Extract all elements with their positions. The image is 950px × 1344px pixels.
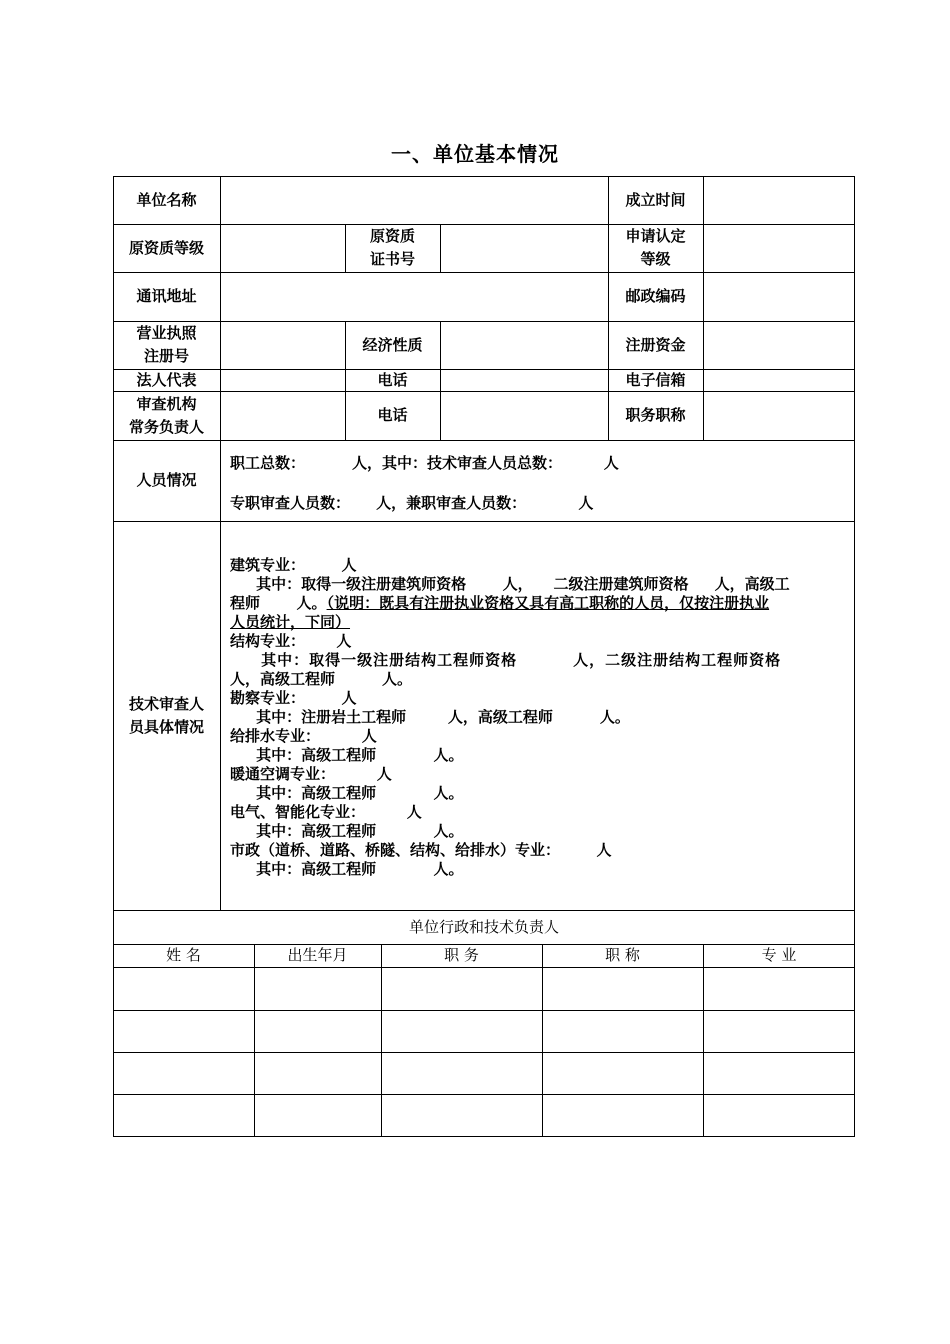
tech-line-municipal-detail: 其中：高级工程师 人。 bbox=[230, 860, 464, 878]
tech-label bbox=[113, 521, 220, 910]
orig-cert-label-line1: 原资质 bbox=[369, 227, 415, 245]
tech-line-structure: 结构专业： 人 bbox=[230, 632, 352, 650]
tech-note: （说明：既具有注册执业资格又具有高工职称的人员，仅按注册执业 bbox=[326, 594, 770, 612]
orig-cert-label bbox=[345, 224, 440, 272]
founded-label: 成立时间 bbox=[625, 190, 686, 209]
reviewer-label-line1: 审查机构 bbox=[136, 394, 197, 413]
license-label bbox=[113, 321, 220, 369]
legal-rep-label: 法人代表 bbox=[136, 370, 197, 389]
staff-label: 人员情况 bbox=[136, 471, 197, 489]
col-specialty: 专 业 bbox=[761, 946, 797, 964]
col-birth: 出生年月 bbox=[287, 946, 348, 964]
orig-cert-label-line2: 证书号 bbox=[369, 250, 415, 268]
tech-note-continued: 人员统计，下同） bbox=[230, 613, 351, 631]
apply-level-label bbox=[608, 224, 703, 272]
basic-info-form bbox=[113, 176, 855, 1137]
phone-label: 电话 bbox=[377, 370, 408, 389]
tech-line-architecture: 建筑专业： 人 bbox=[230, 556, 357, 574]
tech-line-municipal: 市政（道桥、道路、桥隧、结构、给排水）专业： 人 bbox=[230, 841, 612, 859]
capital-label: 注册资金 bbox=[625, 335, 686, 354]
leaders-heading: 单位行政和技术负责人 bbox=[408, 917, 559, 936]
tech-label-line2: 员具体情况 bbox=[128, 717, 204, 736]
post-title-label: 职务职称 bbox=[625, 406, 686, 424]
tech-line-plumbing: 给排水专业： 人 bbox=[230, 727, 377, 745]
page-title: 一、单位基本情况 bbox=[391, 142, 559, 166]
apply-level-label-line1: 申请认定 bbox=[625, 227, 686, 245]
unit-name-label: 单位名称 bbox=[136, 190, 197, 209]
staff-line-1: 职工总数： 人，其中：技术审查人员总数： 人 bbox=[230, 454, 619, 472]
tech-line-plumbing-detail: 其中：高级工程师 人。 bbox=[230, 746, 464, 764]
col-name: 姓 名 bbox=[166, 946, 201, 964]
tech-line-survey-detail: 其中：注册岩土工程师 人，高级工程师 人。 bbox=[230, 708, 630, 726]
reviewer-label-line2: 常务负责人 bbox=[128, 417, 204, 436]
tech-line-electrical: 电气、智能化专业： 人 bbox=[230, 803, 422, 821]
reviewer-label bbox=[113, 391, 220, 440]
tech-line-architecture-engineer-count: 程师 人。 bbox=[230, 594, 327, 612]
tech-line-electrical-detail: 其中：高级工程师 人。 bbox=[230, 822, 464, 840]
tech-line-hvac-detail: 其中：高级工程师 人。 bbox=[230, 784, 464, 802]
phone2-label: 电话 bbox=[377, 406, 408, 424]
economy-label: 经济性质 bbox=[362, 335, 423, 354]
tech-line-structure-detail: 其中：取得一级注册结构工程师资格 人，二级注册结构工程师资格 bbox=[230, 651, 782, 669]
tech-line-architecture-detail: 其中：取得一级注册建筑师资格 人， 二级注册建筑师资格 人，高级工 bbox=[230, 575, 790, 593]
license-label-line1: 营业执照 bbox=[136, 324, 197, 342]
tech-label-line1: 技术审查人 bbox=[128, 694, 204, 713]
tech-line-structure-engineer: 人，高级工程师 人。 bbox=[230, 670, 413, 688]
tech-line-architecture-engineer bbox=[230, 594, 769, 613]
email-label: 电子信箱 bbox=[625, 370, 686, 389]
col-title: 职 称 bbox=[605, 946, 640, 964]
orig-level-label: 原资质等级 bbox=[128, 238, 204, 257]
license-label-line2: 注册号 bbox=[143, 347, 189, 365]
address-label: 通讯地址 bbox=[136, 287, 197, 305]
apply-level-label-line2: 等级 bbox=[640, 250, 671, 268]
col-position: 职 务 bbox=[444, 946, 479, 964]
postcode-label: 邮政编码 bbox=[625, 287, 686, 305]
staff-line-2: 专职审查人员数： 人，兼职审查人员数： 人 bbox=[230, 494, 594, 512]
tech-line-survey: 勘察专业： 人 bbox=[230, 689, 357, 707]
tech-line-hvac: 暖通空调专业： 人 bbox=[230, 765, 392, 783]
